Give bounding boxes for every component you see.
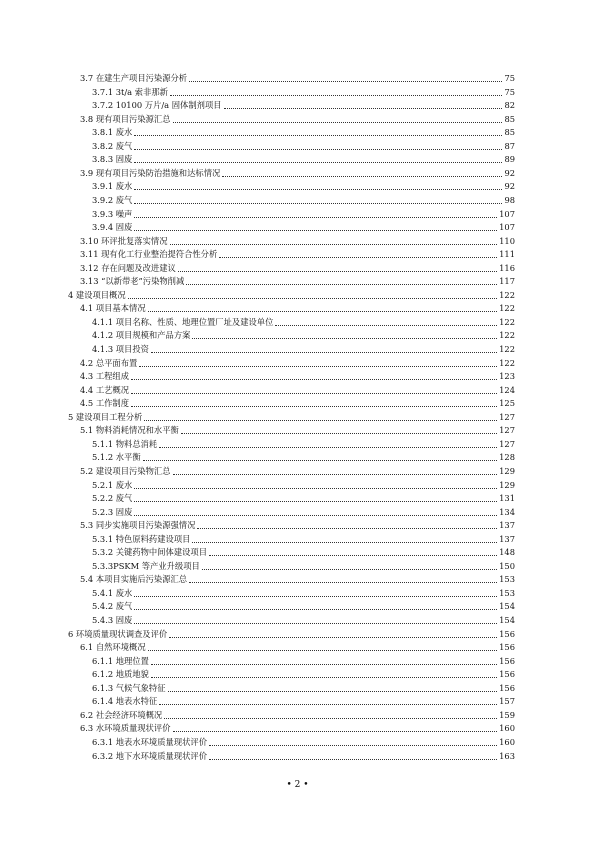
toc-entry[interactable] [80,573,515,586]
dot-leader [178,271,497,272]
toc-entry[interactable] [92,180,515,193]
toc-entry-title: 3.8.1 废水 [92,127,133,138]
toc-entry-page: 129 [499,465,515,476]
toc-entry-page: 150 [499,560,515,571]
toc-entry-page: 116 [499,262,515,273]
dot-leader [134,203,502,204]
toc-entry-page: 122 [499,330,515,341]
toc-entry[interactable] [80,709,515,722]
toc-entry[interactable] [80,519,515,532]
dot-leader [181,433,497,434]
toc-entry-page: 157 [499,696,515,707]
toc-entry[interactable] [80,357,515,370]
toc-entry[interactable] [92,614,515,627]
toc-entry[interactable] [92,546,515,559]
dot-leader [170,244,498,245]
toc-entry-page: 137 [499,533,515,544]
toc-entry[interactable] [80,397,515,410]
toc-entry-page: 122 [499,357,515,368]
toc-entry-title: 4.5 工作制度 [80,398,130,409]
dot-leader [134,596,497,597]
toc-entry[interactable] [92,221,515,234]
toc-entry-title: 5.3 同步实施项目污染源强情况 [80,520,196,531]
toc-entry[interactable] [92,668,515,681]
toc-entry-page: 159 [499,709,515,720]
toc-entry-title: 5.2 建设项目污染物汇总 [80,465,171,476]
toc-entry-title: 6 环境质量现状调查及评价 [68,628,168,639]
toc-entry-page: 92 [504,181,515,192]
toc-entry-page: 89 [504,154,515,165]
toc-entry[interactable] [80,167,515,180]
toc-entry[interactable] [92,438,515,451]
toc-entry[interactable] [80,72,515,85]
toc-entry-title: 6.3.1 地表水环境质量现状评价 [92,736,208,747]
dot-leader [186,284,497,285]
dot-leader [219,257,497,258]
dot-leader [134,515,497,516]
toc-entry[interactable] [92,533,515,546]
toc-entry-title: 3.7.2 10100 万片/a 固体制剂项目 [92,100,222,111]
toc-entry-title: 3.8.2 废气 [92,140,133,151]
toc-entry-page: 110 [499,235,515,246]
dot-leader [134,623,497,624]
dot-leader [197,528,497,529]
toc-entry-page: 160 [499,723,515,734]
toc-entry-page: 127 [499,438,515,449]
toc-entry[interactable] [92,655,515,668]
toc-entry-page: 124 [499,384,515,395]
toc-entry-page: 128 [499,452,515,463]
toc-entry-page: 156 [499,628,515,639]
toc-entry[interactable] [92,86,515,99]
dot-leader [144,420,497,421]
toc-entry-page: 125 [499,398,515,409]
dot-leader [131,379,497,380]
toc-entry-title: 5 建设项目工程分析 [68,411,143,422]
toc-entry-title: 4.1 项目基本情况 [80,303,146,314]
toc-entry-page: 82 [504,100,515,111]
dot-leader [151,677,497,678]
toc-entry[interactable] [92,451,515,464]
dot-leader [134,217,497,218]
toc-entry-page: 148 [499,547,515,558]
dot-leader [148,311,498,312]
toc-entry-title: 4.2 总平面布置 [80,357,138,368]
toc-entry[interactable] [92,492,515,505]
toc-entry-title: 4.3 工程组成 [80,371,130,382]
toc-entry[interactable] [92,600,515,613]
toc-entry[interactable] [92,750,515,763]
toc-entry-title: 5.2.1 废水 [92,479,133,490]
toc-entry-page: 153 [499,587,515,598]
toc-entry-title: 4.1.3 项目投资 [92,344,149,354]
toc-entry[interactable] [68,628,515,641]
toc-entry[interactable] [92,479,515,492]
toc-entry-page: 154 [499,615,515,625]
dot-leader [192,338,497,339]
toc-entry[interactable] [80,370,515,383]
dot-leader [151,352,497,353]
toc-entry-title: 4.1.1 项目名称、性质、地理位置厂址及建设单位 [92,316,274,327]
dot-leader [134,501,497,502]
dot-leader [209,759,497,760]
toc-entry-page: 134 [499,506,515,517]
page-number: • 2 • [286,780,309,790]
toc-entry-title: 4.4 工艺概况 [80,384,130,395]
toc-entry[interactable] [92,208,515,221]
toc-entry-page: 117 [499,276,515,287]
dot-leader [134,162,502,163]
toc-entry-title: 6.1 自然环境概况 [80,642,146,653]
toc-entry-page: 122 [499,344,515,354]
toc-entry-title: 3.9.4 固废 [92,222,133,233]
toc-entry-title: 3.11 现有化工行业整治提符合性分析 [80,249,218,260]
dot-leader [169,637,497,638]
toc-entry-page: 156 [499,682,515,693]
dot-leader [134,189,502,190]
dot-leader [170,95,503,96]
toc-entry-title: 5.1.1 物料总消耗 [92,438,158,449]
toc-entry[interactable] [68,289,515,302]
dot-leader [151,664,497,665]
dot-leader [131,393,497,394]
toc-entry-page: 98 [504,194,515,205]
toc-entry[interactable] [80,641,515,654]
dot-leader [202,569,497,570]
toc-entry-title: 5.4.3 固废 [92,615,133,625]
dot-leader [159,704,497,705]
toc-entry-title: 3.9 现有项目污染防治措施和达标情况 [80,167,221,178]
toc-entry[interactable] [80,722,515,735]
dot-leader [224,108,503,109]
toc-entry-page: 75 [504,73,515,83]
dot-leader [139,366,497,367]
toc-entry-page: 92 [504,167,515,178]
toc-entry-title: 3.12 存在问题及改进建议 [80,262,176,273]
toc-entry[interactable] [92,194,515,207]
toc-entry-title: 5.4.1 废水 [92,587,133,598]
toc-entry-page: 156 [499,669,515,680]
toc-entry-page: 87 [504,140,515,151]
toc-entry-title: 3.13 “以新带老”污染物削减 [80,276,185,287]
toc-entry-title: 5.3.2 关键药物中间体建设项目 [92,547,208,558]
toc-entry[interactable] [92,153,515,166]
toc-entry[interactable] [80,384,515,397]
dot-leader [134,488,497,489]
toc-entry-title: 6.2 社会经济环境概况 [80,709,163,720]
toc-entry-title: 6.1.2 地质地貌 [92,669,149,680]
toc-entry[interactable] [92,587,515,600]
toc-entry-page: 160 [499,736,515,747]
dot-leader [164,718,497,719]
dot-leader [168,691,498,692]
dot-leader [173,122,503,123]
dot-leader [192,542,497,543]
toc-entry-title: 6.3.2 地下水环境质量现状评价 [92,750,208,761]
toc-entry-page: 123 [499,371,515,382]
dot-leader [134,230,497,231]
toc-entry-title: 4 建设项目概况 [68,289,126,300]
toc-entry-page: 163 [499,750,515,761]
toc-entry-page: 107 [499,222,515,233]
dot-leader [222,176,502,177]
toc-entry-page: 75 [504,86,515,97]
dot-leader [128,298,497,299]
toc-entry-title: 5.2.3 固废 [92,506,133,517]
dot-leader [189,582,497,583]
toc-entry-title: 3.9.1 废水 [92,181,133,192]
toc-entry[interactable] [92,99,515,112]
toc-entry-page: 127 [499,425,515,436]
toc-entry[interactable] [80,113,515,126]
toc-entry-title: 3.7 在建生产项目污染源分析 [80,73,188,83]
toc-entry-title: 5.3.3PSKM 等产业升级项目 [92,560,200,571]
toc-entry-page: 127 [499,411,515,422]
toc-entry-title: 5.4.2 废气 [92,601,133,612]
toc-entry-page: 156 [499,642,515,653]
toc-entry-page: 107 [499,208,515,219]
toc-entry[interactable] [80,424,515,437]
toc-entry-page: 153 [499,574,515,585]
toc-entry-title: 6.1.3 气候气象特征 [92,682,166,693]
toc-entry-page: 131 [499,493,515,504]
dot-leader [134,135,502,136]
toc-entry[interactable] [92,316,515,329]
toc-entry-page: 129 [499,479,515,490]
toc-entry-title: 3.9.3 噪声 [92,208,133,219]
dot-leader [275,325,497,326]
toc-entry[interactable] [80,248,515,261]
toc-entry[interactable] [68,411,515,424]
toc-entry-page: 122 [499,303,515,314]
toc-entry-page: 137 [499,520,515,531]
toc-entry-title: 5.4 本项目实施后污染源汇总 [80,574,188,585]
toc-entry[interactable] [92,682,515,695]
toc-entry[interactable] [92,695,515,708]
dot-leader [173,731,498,732]
toc-entry-page: 122 [499,316,515,327]
toc-entry-page: 156 [499,655,515,666]
toc-entry-title: 3.9.2 废气 [92,194,133,205]
toc-entry-title: 3.7.1 3t/a 索非那新 [92,86,168,97]
dot-leader [173,474,498,475]
toc-entry[interactable] [92,329,515,342]
toc-entry[interactable] [80,235,515,248]
toc-entry-page: 85 [504,127,515,138]
dot-leader [209,555,497,556]
toc-entry[interactable] [92,506,515,519]
toc-entry-title: 5.3.1 特色原料药建设项目 [92,533,191,544]
toc-entry[interactable] [80,262,515,275]
toc-entry-title: 4.1.2 项目规模和产品方案 [92,330,191,341]
dot-leader [131,406,497,407]
toc-entry-title: 6.1.1 地理位置 [92,655,149,666]
toc-entry-title: 3.8.3 固废 [92,154,133,165]
toc-entry[interactable] [92,560,515,573]
toc-entry[interactable] [80,275,515,288]
toc-entry-title: 6.3 水环境质量现状评价 [80,723,171,734]
toc-entry-page: 111 [499,249,515,260]
toc-entry-page: 85 [504,113,515,124]
toc-entry[interactable] [92,736,515,749]
dot-leader [134,149,502,150]
toc-entry[interactable] [80,465,515,478]
toc-entry[interactable] [92,343,515,356]
toc-entry-title: 3.8 现有项目污染源汇总 [80,113,171,124]
toc-entry[interactable] [92,140,515,153]
toc-entry[interactable] [80,302,515,315]
dot-leader [209,745,497,746]
dot-leader [134,609,497,610]
dot-leader [143,460,498,461]
toc-entry-page: 122 [499,289,515,300]
toc-entry-title: 3.10 环评批复落实情况 [80,235,168,246]
dot-leader [189,81,502,82]
toc-entry-page: 154 [499,601,515,612]
toc-entry-title: 5.2.2 废气 [92,493,133,504]
toc-entry[interactable] [92,126,515,139]
toc-entry-title: 5.1 物料消耗情况和水平衡 [80,425,179,436]
dot-leader [159,447,497,448]
toc-entry-title: 5.1.2 水平衡 [92,452,141,463]
toc-entry-title: 6.1.4 地表水特征 [92,696,158,707]
dot-leader [148,650,498,651]
